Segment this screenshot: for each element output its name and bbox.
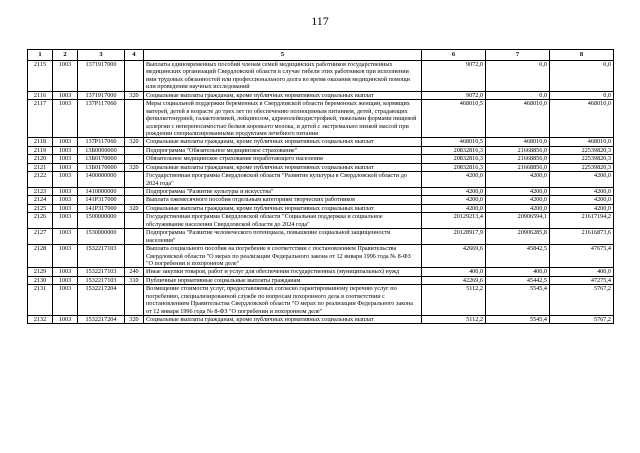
expense-kind-code: 310 [125, 276, 144, 284]
amount-year-2: 45842,5 [486, 245, 550, 268]
section-code: 1003 [53, 146, 78, 154]
row-name: Публичные нормативные социальные выплаты гражданам [144, 276, 422, 284]
table-row [28, 276, 614, 284]
row-name: Социальные выплаты гражданам, кроме публичных нормативных социальных выплат [144, 138, 422, 146]
row-number: 2119 [28, 146, 53, 154]
amount-year-2: 0,0 [486, 91, 550, 99]
amount-year-3: 4200,0 [550, 172, 614, 188]
target-article-code: 141P317000 [78, 204, 125, 212]
row-name: Подпрограмма "Развитие человеческого потенциала, повышение социальной защищенности населения" [144, 229, 422, 245]
amount-year-3: 400,0 [550, 268, 614, 276]
amount-year-1: 468010,5 [422, 138, 486, 146]
expense-kind-code [125, 285, 144, 316]
amount-year-2: 20906594,1 [486, 213, 550, 229]
amount-year-1: 5112,2 [422, 285, 486, 316]
col-header-4: 4 [125, 50, 144, 61]
section-code: 1003 [53, 285, 78, 316]
expense-kind-code [125, 196, 144, 204]
table-row [28, 196, 614, 204]
table-row [28, 172, 614, 188]
col-header-2: 2 [53, 50, 78, 61]
section-code: 1003 [53, 100, 78, 138]
amount-year-1: 42669,6 [422, 245, 486, 268]
amount-year-3: 22539820,3 [550, 163, 614, 171]
amount-year-2: 0,0 [486, 61, 550, 92]
col-header-6: 6 [422, 50, 486, 61]
row-number: 2125 [28, 204, 53, 212]
target-article-code: 1532217204 [78, 316, 125, 324]
amount-year-3: 5767,2 [550, 316, 614, 324]
expense-kind-code [125, 172, 144, 188]
row-number: 2127 [28, 229, 53, 245]
row-number: 2124 [28, 196, 53, 204]
target-article-code: 137P117060 [78, 100, 125, 138]
target-article-code: 1371917000 [78, 91, 125, 99]
table-row [28, 188, 614, 196]
amount-year-1: 4200,0 [422, 188, 486, 196]
section-code: 1003 [53, 204, 78, 212]
table-row [28, 163, 614, 171]
row-number: 2126 [28, 213, 53, 229]
section-code: 1003 [53, 276, 78, 284]
amount-year-1: 20832816,3 [422, 163, 486, 171]
row-number: 2131 [28, 285, 53, 316]
table-row [28, 61, 614, 92]
col-header-3: 3 [78, 50, 125, 61]
amount-year-3: 0,0 [550, 91, 614, 99]
expense-kind-code: 320 [125, 204, 144, 212]
table-body [28, 61, 614, 324]
section-code: 1003 [53, 229, 78, 245]
target-article-code: 13Б0000000 [78, 146, 125, 154]
amount-year-3: 21616873,6 [550, 229, 614, 245]
col-header-1: 1 [28, 50, 53, 61]
amount-year-1: 9072,0 [422, 61, 486, 92]
expense-kind-code [125, 100, 144, 138]
table-row [28, 91, 614, 99]
section-code: 1003 [53, 316, 78, 324]
amount-year-3: 468010,0 [550, 100, 614, 138]
row-name: Подпрограмма "Развитие культуры и искусства" [144, 188, 422, 196]
target-article-code: 1532217103 [78, 268, 125, 276]
amount-year-2: 468010,0 [486, 138, 550, 146]
section-code: 1003 [53, 163, 78, 171]
table-row [28, 155, 614, 163]
table-row [28, 268, 614, 276]
amount-year-3: 4200,0 [550, 204, 614, 212]
row-number: 2121 [28, 163, 53, 171]
amount-year-1: 5112,2 [422, 316, 486, 324]
col-header-5: 5 [144, 50, 422, 61]
amount-year-2: 21668856,0 [486, 163, 550, 171]
row-number: 2129 [28, 268, 53, 276]
target-article-code: 1530000000 [78, 229, 125, 245]
section-code: 1003 [53, 61, 78, 92]
amount-year-1: 400,0 [422, 268, 486, 276]
amount-year-2: 5545,4 [486, 285, 550, 316]
row-name: Социальные выплаты гражданам, кроме публичных нормативных социальных выплат [144, 91, 422, 99]
section-code: 1003 [53, 155, 78, 163]
amount-year-3: 468010,0 [550, 138, 614, 146]
row-number: 2116 [28, 91, 53, 99]
target-article-code: 137P117060 [78, 138, 125, 146]
target-article-code: 141P317000 [78, 196, 125, 204]
amount-year-3: 5767,2 [550, 285, 614, 316]
section-code: 1003 [53, 138, 78, 146]
amount-year-2: 400,0 [486, 268, 550, 276]
row-name: Социальные выплаты гражданам, кроме публичных нормативных социальных выплат [144, 204, 422, 212]
target-article-code: 13Б0170000 [78, 163, 125, 171]
section-code: 1003 [53, 245, 78, 268]
page-number: 117 [311, 14, 329, 28]
target-article-code: 1410000000 [78, 188, 125, 196]
row-name: Обязательное медицинское страхование неработающего населения [144, 155, 422, 163]
target-article-code: 1500000000 [78, 213, 125, 229]
col-header-7: 7 [486, 50, 550, 61]
section-code: 1003 [53, 268, 78, 276]
expense-kind-code: 240 [125, 268, 144, 276]
amount-year-3: 0,0 [550, 61, 614, 92]
row-name: Государственная программа Свердловской области "Развитие культуры в Свердловской области до 2024 года" [144, 172, 422, 188]
expense-kind-code [125, 146, 144, 154]
row-name: Социальные выплаты гражданам, кроме публичных нормативных социальных выплат [144, 316, 422, 324]
row-number: 2120 [28, 155, 53, 163]
row-number: 2123 [28, 188, 53, 196]
col-header-8: 8 [550, 50, 614, 61]
expense-kind-code [125, 155, 144, 163]
section-code: 1003 [53, 91, 78, 99]
expense-kind-code: 320 [125, 138, 144, 146]
amount-year-1: 9072,0 [422, 91, 486, 99]
section-code: 1003 [53, 172, 78, 188]
target-article-code: 13Б0170000 [78, 155, 125, 163]
expense-kind-code [125, 213, 144, 229]
amount-year-2: 4200,0 [486, 196, 550, 204]
section-code: 1003 [53, 213, 78, 229]
section-code: 1003 [53, 196, 78, 204]
row-number: 2132 [28, 316, 53, 324]
row-name: Выплата ежемесячного пособия отдельным категориям творческих работников [144, 196, 422, 204]
table-row [28, 316, 614, 324]
table-header-row [28, 50, 614, 61]
expense-kind-code [125, 229, 144, 245]
table-row [28, 204, 614, 212]
expense-kind-code [125, 188, 144, 196]
row-name: Социальные выплаты гражданам, кроме публичных нормативных социальных выплат [144, 163, 422, 171]
expense-kind-code [125, 245, 144, 268]
amount-year-2: 468010,0 [486, 100, 550, 138]
amount-year-3: 4200,0 [550, 188, 614, 196]
amount-year-3: 22539820,3 [550, 155, 614, 163]
table-row [28, 245, 614, 268]
row-name: Меры социальной поддержки беременных в Свердловской области беременных женщин, кормящих матерей, детей в возрасте до трех лет по обеспечению полноценным питанием, детей, страдающих фенилкетонурией, галактоземией, лейцинозом, адренолейкодистрофией, тяжелыми формами пищевой аллергии с непереносимостью белков коровьего молока, и детей с экстремально низкой массой при рождении специализированными продуктами лечебного питания [144, 100, 422, 138]
target-article-code: 1400000000 [78, 172, 125, 188]
row-name: Выплата социального пособия на погребение в соответствии с постановлением Правительства Свердловской области "О мерах по реализации Федерального закона от 12 января 1996 года № 8-ФЗ "О погребении и похоронном деле" [144, 245, 422, 268]
amount-year-3: 22539820,3 [550, 146, 614, 154]
target-article-code: 1532217204 [78, 285, 125, 316]
table-row [28, 213, 614, 229]
amount-year-2: 45442,5 [486, 276, 550, 284]
table-row [28, 100, 614, 138]
amount-year-3: 47675,4 [550, 245, 614, 268]
amount-year-1: 20128917,9 [422, 229, 486, 245]
target-article-code: 1532217103 [78, 276, 125, 284]
amount-year-1: 20832816,3 [422, 146, 486, 154]
amount-year-1: 4200,0 [422, 196, 486, 204]
amount-year-2: 4200,0 [486, 204, 550, 212]
table-row [28, 285, 614, 316]
target-article-code: 1371917000 [78, 61, 125, 92]
row-number: 2117 [28, 100, 53, 138]
table-row [28, 138, 614, 146]
budget-table [27, 49, 614, 324]
amount-year-3: 4200,0 [550, 196, 614, 204]
table-row [28, 146, 614, 154]
expense-kind-code: 320 [125, 316, 144, 324]
row-number: 2130 [28, 276, 53, 284]
table-row [28, 229, 614, 245]
amount-year-1: 4200,0 [422, 172, 486, 188]
expense-kind-code: 320 [125, 163, 144, 171]
amount-year-2: 20906285,8 [486, 229, 550, 245]
section-code: 1003 [53, 188, 78, 196]
amount-year-2: 21668856,0 [486, 155, 550, 163]
expense-kind-code: 320 [125, 91, 144, 99]
row-name: Подпрограмма "Обязательное медицинское страхование" [144, 146, 422, 154]
amount-year-2: 4200,0 [486, 172, 550, 188]
expense-kind-code [125, 61, 144, 92]
amount-year-2: 21668856,0 [486, 146, 550, 154]
row-name: Государственная программа Свердловской области "Социальная поддержка и социальное обслуживание населения Свердловской области до 2024 года" [144, 213, 422, 229]
amount-year-1: 4200,0 [422, 204, 486, 212]
amount-year-1: 20129213,4 [422, 213, 486, 229]
amount-year-2: 5545,4 [486, 316, 550, 324]
amount-year-1: 42269,6 [422, 276, 486, 284]
target-article-code: 1532217103 [78, 245, 125, 268]
row-number: 2118 [28, 138, 53, 146]
row-number: 2128 [28, 245, 53, 268]
row-number: 2115 [28, 61, 53, 92]
row-name: Иные закупки товаров, работ и услуг для обеспечения государственных (муниципальных) нужд [144, 268, 422, 276]
row-name: Выплаты единовременных пособий членам семей медицинских работников государственных медицинских организаций Свердловской области в случае гибели этих работников при исполнении ими трудовых обязанностей или профессионального долга во время оказания медицинской помощи или проведения научных исследований [144, 61, 422, 92]
row-number: 2122 [28, 172, 53, 188]
row-name: Возмещение стоимости услуг, предоставляемых согласно гарантированному перечню услуг по погребению, специализированной службе по вопросам похоронного дела в соответствии с постановлением Правительства Свердловской области "О мерах по реализации Федерального закона от 12 января 1996 года № 8-ФЗ "О погребении и похоронном деле" [144, 285, 422, 316]
amount-year-3: 21617194,2 [550, 213, 614, 229]
amount-year-1: 468010,5 [422, 100, 486, 138]
amount-year-1: 20832816,3 [422, 155, 486, 163]
amount-year-3: 47275,4 [550, 276, 614, 284]
amount-year-2: 4200,0 [486, 188, 550, 196]
